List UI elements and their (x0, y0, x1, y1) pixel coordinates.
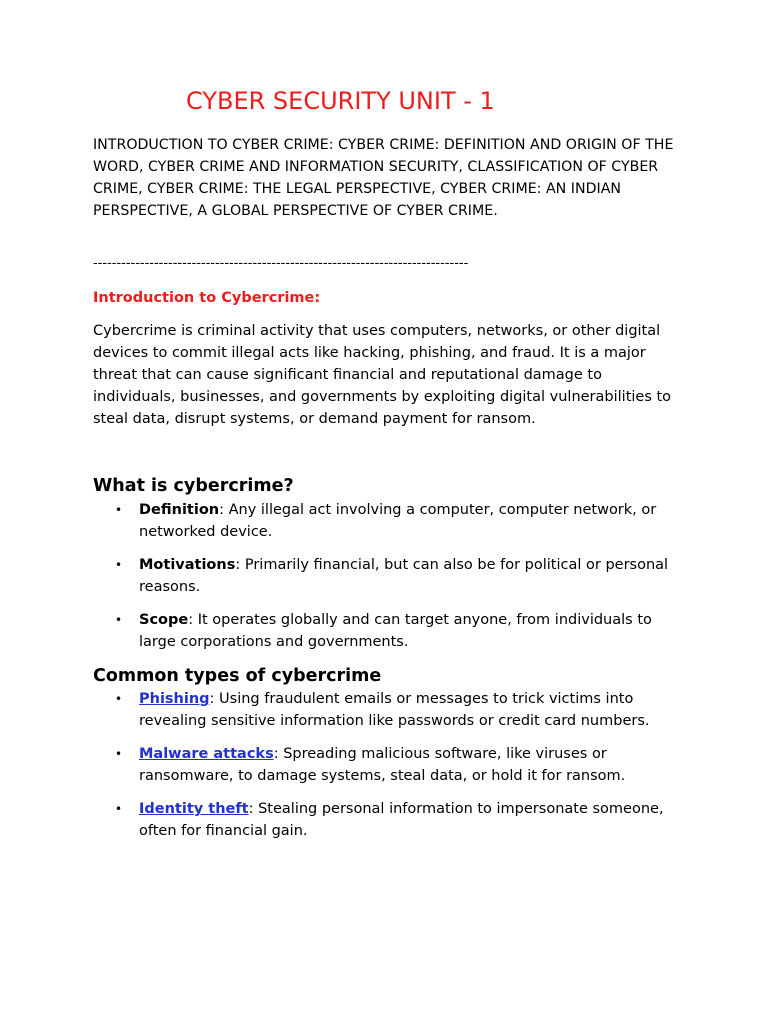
common-types-list (93, 688, 693, 853)
bullet-icon: • (115, 503, 123, 517)
bullet-icon: • (115, 692, 123, 706)
term-scope: Scope (139, 612, 189, 628)
document-title: CYBER SECURITY UNIT - 1 (186, 87, 495, 115)
list-item-text: : Any illegal act involving a computer, computer network, or networked device. (139, 502, 657, 540)
section-divider: -------------------------------------------------------------------------------- (93, 256, 469, 271)
bullet-icon: • (115, 558, 123, 572)
list-item-text: : Primarily financial, but can also be for political or personal reasons. (139, 557, 669, 595)
list-item-text: : Stealing personal information to impersonate someone, often for financial gain. (139, 801, 664, 839)
bullet-icon: • (115, 802, 123, 816)
list-item-text: : It operates globally and can target anyone, from individuals to large corporations and governments. (139, 612, 652, 650)
list-item (93, 609, 693, 653)
bullet-icon: • (115, 747, 123, 761)
term-motivations: Motivations (139, 557, 236, 573)
list-item (93, 499, 693, 543)
list-item (93, 688, 693, 732)
intro-paragraph: Cybercrime is criminal activity that uses computers, networks, or other digital devices to commit illegal acts like hacking, phishing, and fraud. It is a major threat that can cause significant financial and reputational damage to individuals, businesses, and governments by exploiting digital vulnerabilities to steal data, disrupt systems, or demand payment for ransom. (93, 323, 672, 427)
term-definition: Definition (139, 502, 220, 518)
list-item (93, 743, 693, 787)
identity-theft-link[interactable]: Identity theft (139, 801, 249, 817)
phishing-link[interactable]: Phishing (139, 691, 210, 707)
bullet-icon: • (115, 613, 123, 627)
intro-heading: Introduction to Cybercrime: (93, 290, 321, 306)
list-item (93, 554, 693, 598)
list-item-text: : Using fraudulent emails or messages to trick victims into revealing sensitive information like passwords or credit card numbers. (139, 691, 650, 729)
malware-attacks-link[interactable]: Malware attacks (139, 746, 274, 762)
what-is-cybercrime-heading: What is cybercrime? (93, 476, 294, 496)
list-item-text: : Spreading malicious software, like viruses or ransomware, to damage systems, steal data, or hold it for ransom. (139, 746, 626, 784)
list-item (93, 798, 693, 842)
unit-topics-summary: INTRODUCTION TO CYBER CRIME: CYBER CRIME: DEFINITION AND ORIGIN OF THE WORD, CYBER CRIME AND INFORMATION SECURITY, CLASSIFICATION OF CYBER CRIME, CYBER CRIME: THE LEGAL PERSPECTIVE, CYBER CRIME: AN INDIAN PERSPECTIVE, A GLOBAL PERSPECTIVE OF CYBER CRIME. (93, 137, 674, 219)
what-is-cybercrime-list (93, 499, 693, 664)
common-types-heading: Common types of cybercrime (93, 666, 382, 686)
